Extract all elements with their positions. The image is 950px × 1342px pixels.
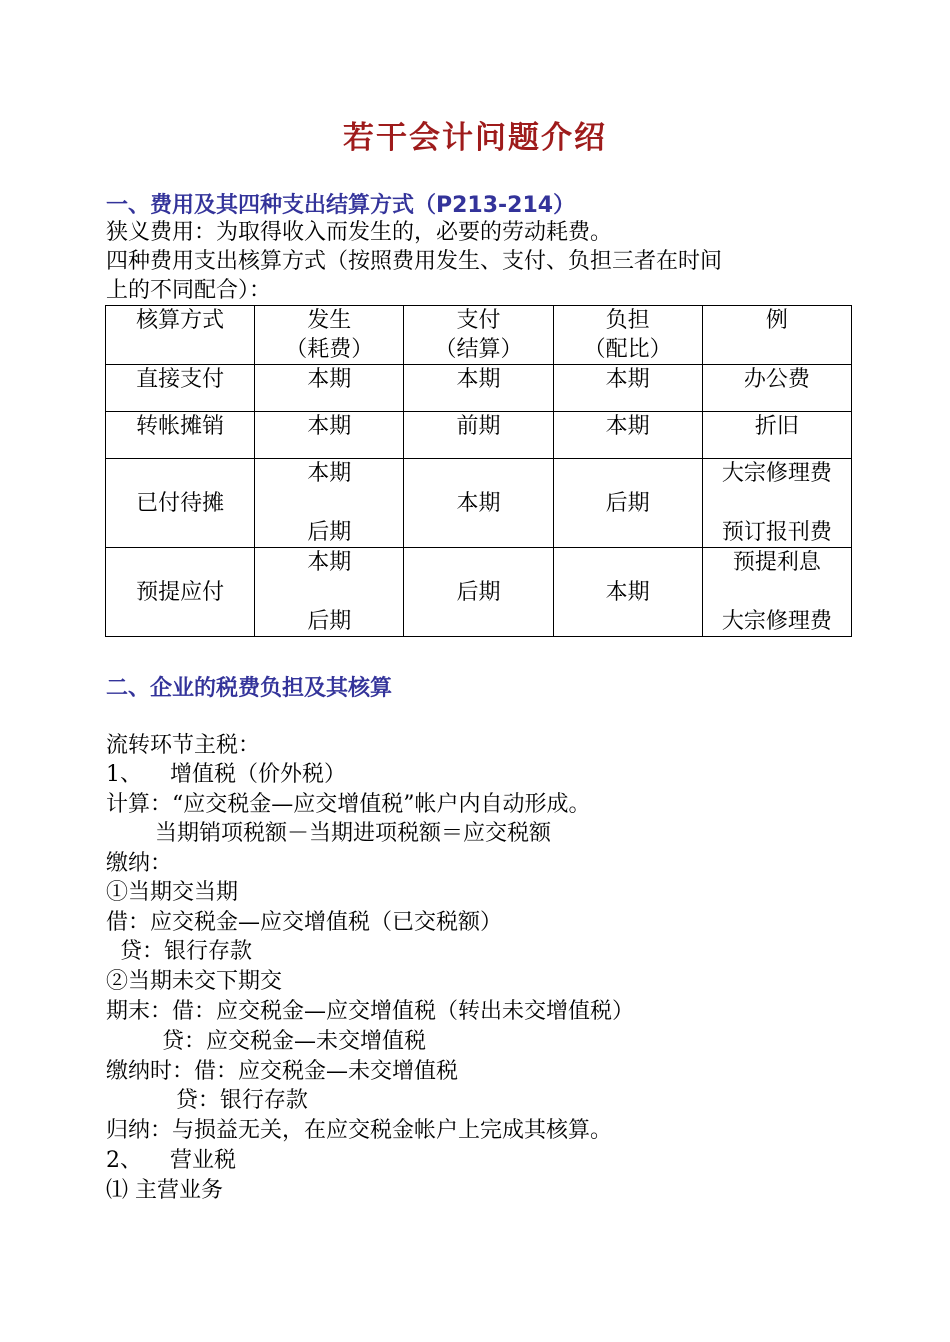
table-cell: 本期	[553, 412, 702, 459]
paragraph-line: 期末：借：应交税金—应交增值税（转出未交增值税）	[106, 999, 635, 1024]
paragraph-line: 贷：银行存款	[106, 1088, 308, 1113]
table-row	[106, 459, 852, 548]
paragraph-line: 贷：银行存款	[106, 939, 252, 964]
section-1-heading: 一、费用及其四种支出结算方式（P213-214）	[106, 193, 576, 218]
table-cell: 转帐摊销	[106, 412, 255, 459]
paragraph-line: 缴纳：	[106, 851, 173, 876]
table-cell: 前期	[404, 412, 553, 459]
table-cell: 本期 后期	[255, 459, 404, 548]
paragraph-line: 借：应交税金—应交增值税（已交税额）	[106, 910, 503, 935]
table-cell: 已付待摊	[106, 459, 255, 548]
paragraph-line: 当期销项税额－当期进项税额＝应交税额	[106, 821, 551, 846]
paragraph-line: 归纳：与损益无关，在应交税金帐户上完成其核算。	[106, 1118, 613, 1143]
table-cell: 本期 后期	[255, 548, 404, 637]
table-cell: 本期	[255, 412, 404, 459]
paragraph-line: 贷：应交税金—未交增值税	[106, 1029, 426, 1054]
document-title: 若干会计问题介绍	[343, 120, 607, 156]
table-cell: 预提利息 大宗修理费	[702, 548, 851, 637]
table-cell: 本期	[553, 548, 702, 637]
table-header-cell: 负担 （配比）	[553, 306, 702, 365]
table-cell: 后期	[553, 459, 702, 548]
paragraph-line: ②当期未交下期交	[106, 969, 283, 994]
table-header-cell: 核算方式	[106, 306, 255, 365]
paragraph-line: 狭义费用：为取得收入而发生的，必要的劳动耗费。	[106, 220, 613, 245]
paragraph-line: 四种费用支出核算方式（按照费用发生、支付、负担三者在时间	[106, 249, 723, 274]
paragraph-line: 上的不同配合）：	[106, 278, 272, 303]
table-header-cell: 发生 （耗费）	[255, 306, 404, 365]
table-header-cell: 支付 （结算）	[404, 306, 553, 365]
table-header-row	[106, 306, 852, 365]
table-cell: 本期	[404, 459, 553, 548]
paragraph-line: 计算：“应交税金—应交增值税”帐户内自动形成。	[106, 792, 591, 817]
paragraph-line: 1、 增值税（价外税）	[106, 762, 346, 787]
table-cell: 本期	[553, 365, 702, 412]
table-cell: 大宗修理费 预订报刊费	[702, 459, 851, 548]
table-cell: 本期	[255, 365, 404, 412]
table-cell: 本期	[404, 365, 553, 412]
table-row	[106, 548, 852, 637]
paragraph-line: 流转环节主税：	[106, 733, 261, 758]
table-cell: 后期	[404, 548, 553, 637]
table-cell: 办公费	[702, 365, 851, 412]
table-header-cell: 例	[702, 306, 851, 365]
table-cell: 折旧	[702, 412, 851, 459]
paragraph-line: 缴纳时：借：应交税金—未交增值税	[106, 1059, 459, 1084]
paragraph-line: 2、 营业税	[106, 1148, 236, 1173]
table-row	[106, 412, 852, 459]
paragraph-line: ①当期交当期	[106, 880, 239, 905]
section-2-heading: 二、企业的税费负担及其核算	[106, 676, 393, 701]
table-cell: 预提应付	[106, 548, 255, 637]
table-cell: 直接支付	[106, 365, 255, 412]
expense-methods-table	[105, 305, 852, 637]
table-row	[106, 365, 852, 412]
paragraph-line: ⑴ 主营业务	[106, 1178, 223, 1203]
